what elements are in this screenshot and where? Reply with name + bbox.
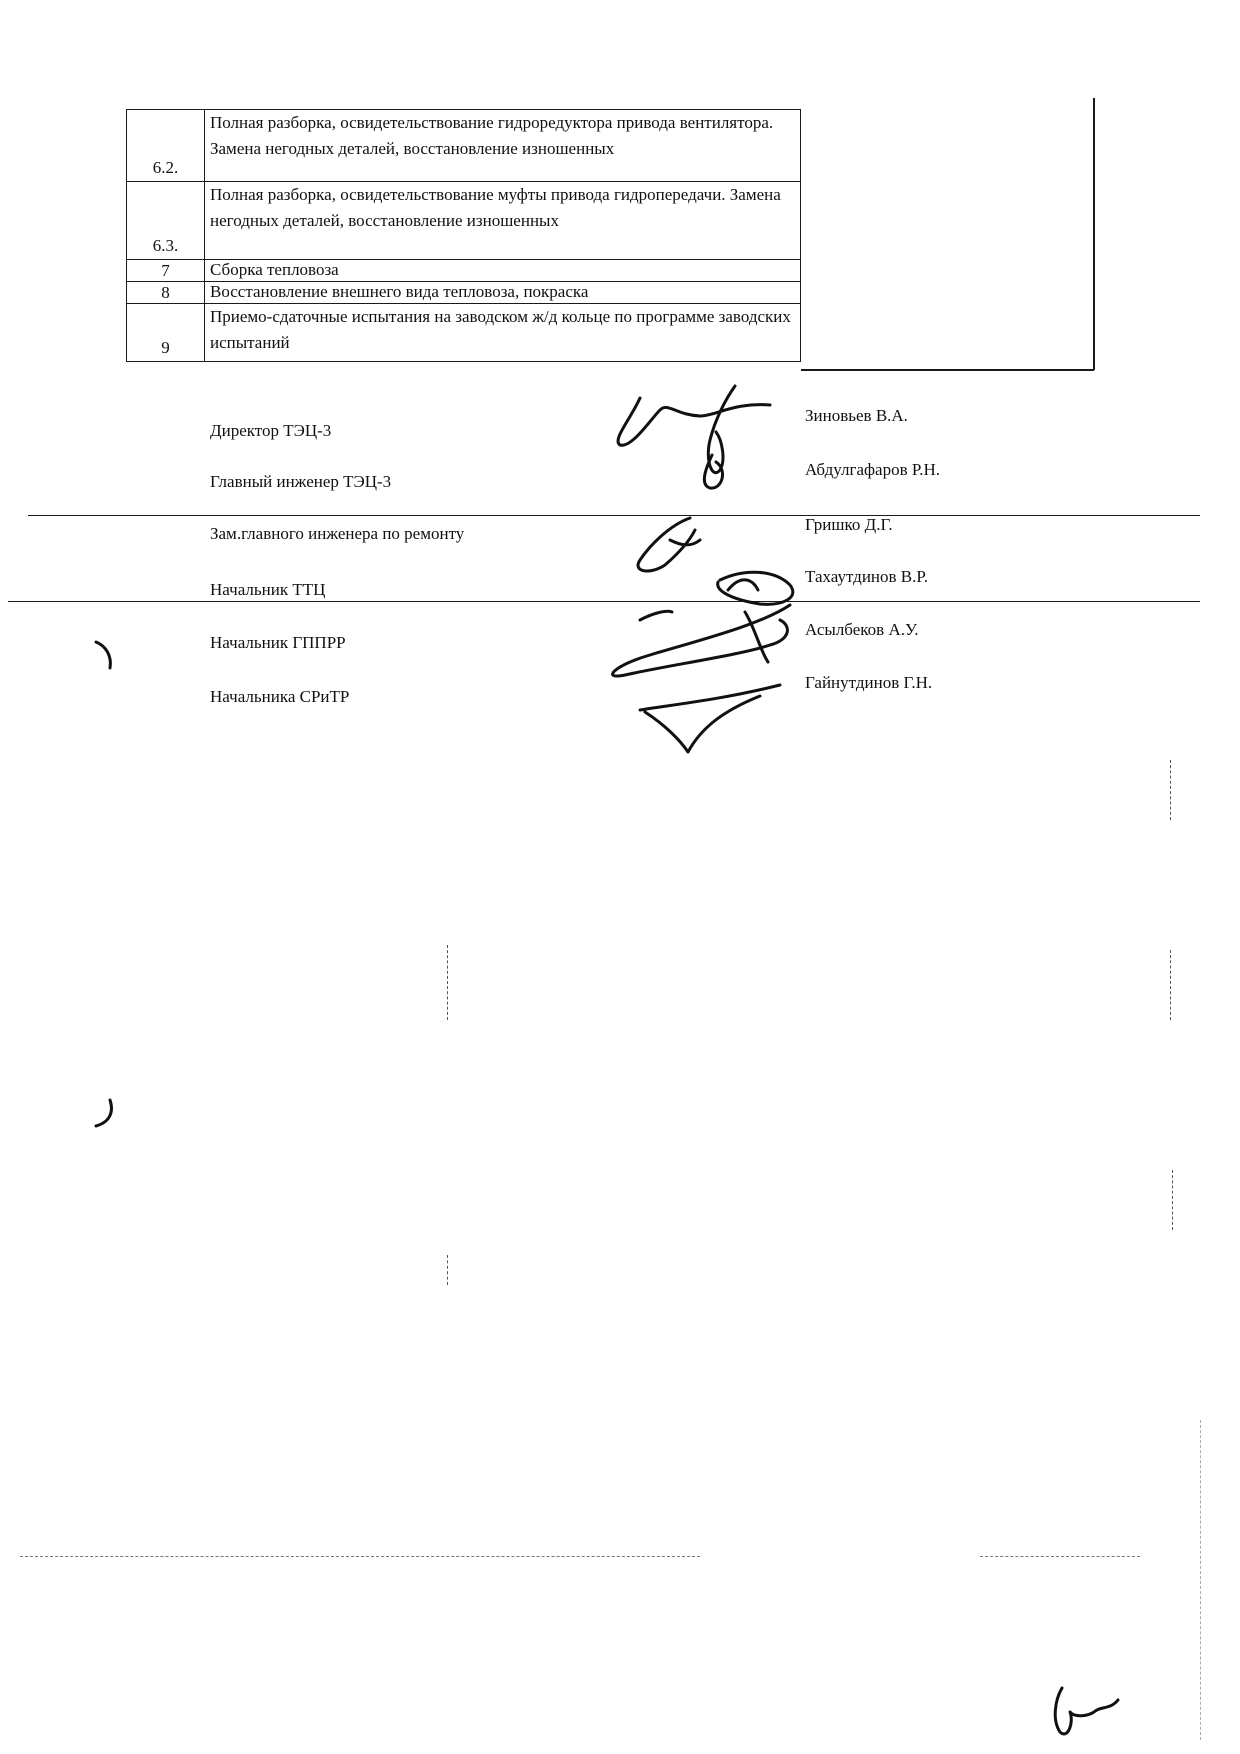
signatory-position: Начальника СРиТР xyxy=(210,687,350,706)
row-text: Восстановление внешнего вида тепловоза, покраска xyxy=(205,282,801,304)
table-row xyxy=(127,182,801,260)
row-text: Полная разборка, освидетельствование муфты привода гидропередачи. Замена негодных деталей, восстановление изношенных xyxy=(205,182,801,260)
row-text: Полная разборка, освидетельствование гидроредуктора привода вентилятора. Замена негодных деталей, восстановление изношенных xyxy=(205,110,801,182)
signatory-name: Гришко Д.Г. xyxy=(805,515,893,534)
signatory-name: Тахаутдинов В.Р. xyxy=(805,567,928,586)
handwritten-signature xyxy=(638,518,700,571)
row-number: 7 xyxy=(127,260,205,282)
table-row xyxy=(127,304,801,362)
signatory-position: Директор ТЭЦ-3 xyxy=(210,421,332,440)
signatory-position: Главный инженер ТЭЦ-3 xyxy=(210,472,392,491)
signatory-position: Начальник ТТЦ xyxy=(210,580,326,599)
scan-mark xyxy=(1200,1420,1201,1740)
table-row xyxy=(127,110,801,182)
handwritten-signature xyxy=(640,685,780,752)
handwritten-signature xyxy=(708,386,735,473)
signatory-name: Абдулгафаров Р.Н. xyxy=(805,460,940,479)
scan-mark xyxy=(980,1556,1140,1557)
signatory-name: Асылбеков А.У. xyxy=(805,620,919,639)
scan-mark xyxy=(1170,950,1171,1020)
scan-mark xyxy=(1170,760,1171,820)
handwritten-signature xyxy=(613,605,790,676)
margin-mark xyxy=(96,642,110,668)
signatory-position: Начальник ГППРР xyxy=(210,633,346,652)
scan-mark xyxy=(20,1556,700,1557)
scan-mark xyxy=(1172,1170,1173,1230)
row-number: 8 xyxy=(127,282,205,304)
handwritten-signature xyxy=(718,572,793,604)
margin-mark xyxy=(96,1100,111,1126)
row-number: 9 xyxy=(127,304,205,362)
row-number: 6.2. xyxy=(127,110,205,182)
row-number: 6.3. xyxy=(127,182,205,260)
scan-fold-line xyxy=(28,515,1200,516)
work-table xyxy=(126,109,801,362)
table-row xyxy=(127,282,801,304)
scan-border-line xyxy=(1093,98,1095,370)
scan-border-line xyxy=(801,369,1094,371)
signatory-position: Зам.главного инженера по ремонту xyxy=(210,524,465,543)
handwritten-signature xyxy=(618,398,770,445)
row-text: Приемо-сдаточные испытания на заводском ж/д кольце по программе заводских испытаний xyxy=(205,304,801,362)
signatory-name: Гайнутдинов Г.Н. xyxy=(805,673,933,692)
scan-mark xyxy=(447,945,448,1020)
scan-mark xyxy=(447,1255,448,1285)
scan-fold-line xyxy=(8,601,1200,602)
row-text: Сборка тепловоза xyxy=(205,260,801,282)
handwritten-signature xyxy=(704,455,722,488)
handwritten-initials xyxy=(1055,1688,1118,1734)
signatory-name: Зиновьев В.А. xyxy=(805,406,908,425)
table-row xyxy=(127,260,801,282)
